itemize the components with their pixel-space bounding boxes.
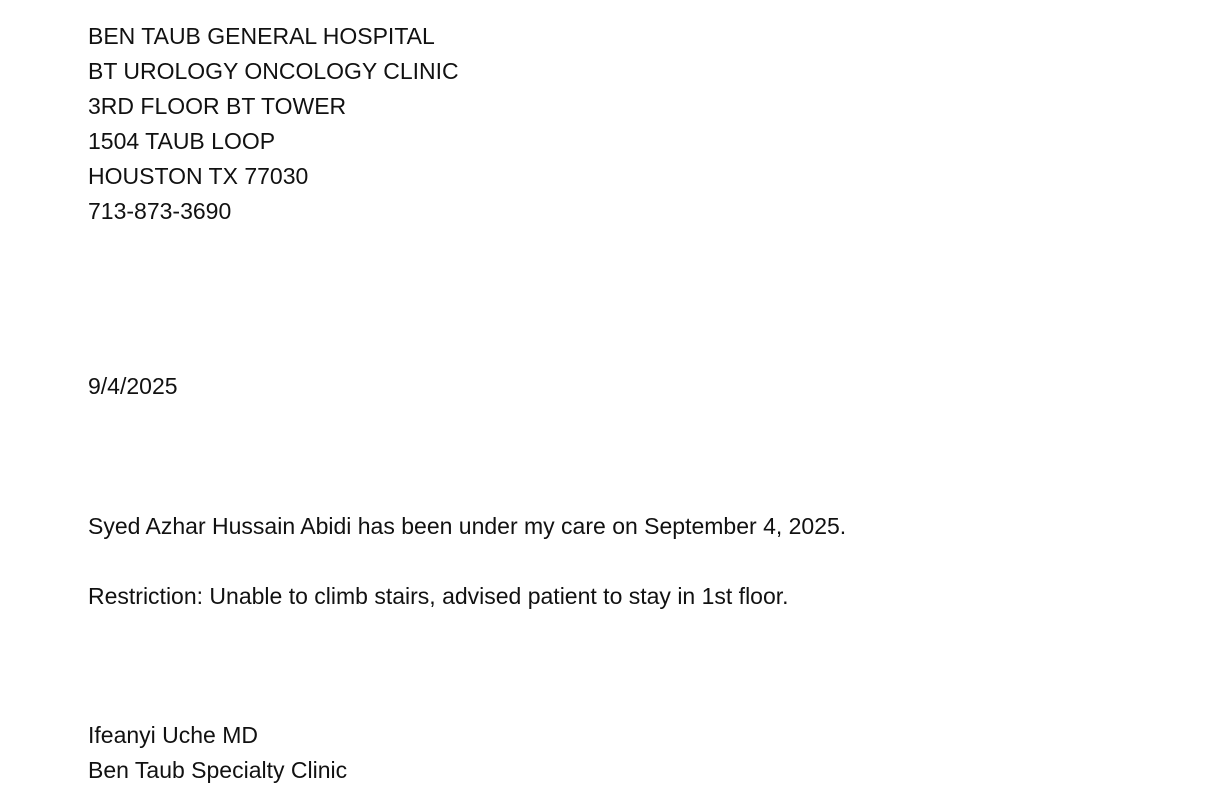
- address-floor: 3RD FLOOR BT TOWER: [88, 93, 347, 119]
- restriction-statement: Restriction: Unable to climb stairs, advised patient to stay in 1st floor.: [88, 583, 789, 609]
- letter-document: [88, 0, 1188, 799]
- address-city: HOUSTON TX 77030: [88, 163, 309, 189]
- clinic-name: BT UROLOGY ONCOLOGY CLINIC: [88, 58, 459, 84]
- care-statement: Syed Azhar Hussain Abidi has been under my care on September 4, 2025.: [88, 513, 847, 539]
- address-street: 1504 TAUB LOOP: [88, 128, 276, 154]
- letter-date: 9/4/2025: [88, 373, 178, 399]
- physician-name: Ifeanyi Uche MD: [88, 722, 259, 748]
- physician-organization: Ben Taub Specialty Clinic: [88, 757, 348, 783]
- phone-number: 713-873-3690: [88, 198, 232, 224]
- hospital-name: BEN TAUB GENERAL HOSPITAL: [88, 23, 435, 49]
